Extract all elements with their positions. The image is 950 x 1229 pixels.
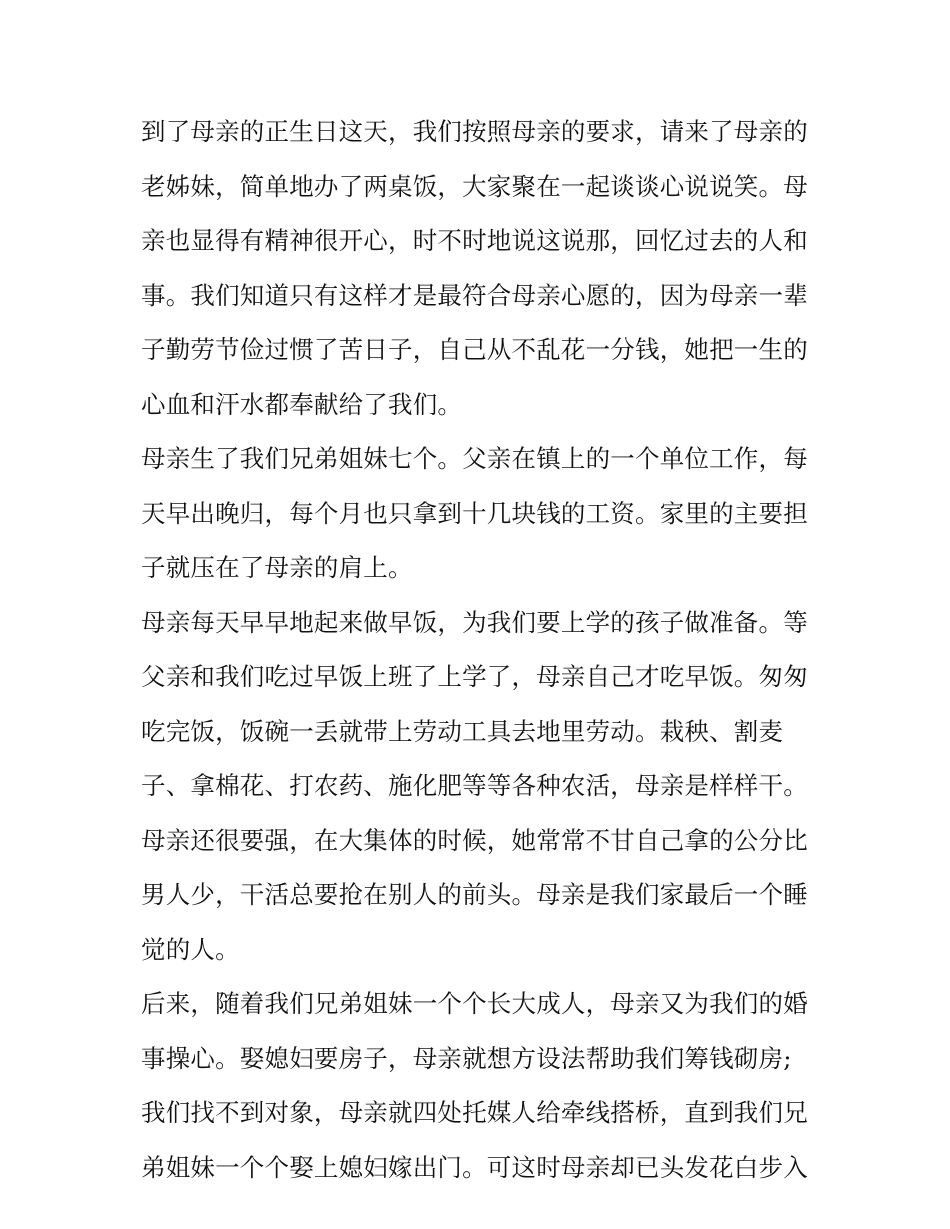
paragraph-2 xyxy=(141,432,809,596)
text-line: 我们找不到对象，母亲就四处托媒人给牵线搭桥，直到我们兄 xyxy=(141,1098,808,1127)
text-line: 子、拿棉花、打农药、施化肥等等各种农活，母亲是样样干。 xyxy=(141,771,808,800)
text-line: 母亲每天早早地起来做早饭，为我们要上学的孩子做准备。等 xyxy=(141,607,808,637)
text-line: 后来，随着我们兄弟姐妹一个个长大成人，母亲又为我们的婚 xyxy=(141,989,808,1018)
text-line: 事操心。娶媳妇要房子，母亲就想方设法帮助我们筹钱砌房; xyxy=(141,1043,792,1073)
text-line: 父亲和我们吃过早饭上班了上学了，母亲自己才吃早饭。匆匆 xyxy=(141,662,808,691)
text-line: 子就压在了母亲的肩上。 xyxy=(141,553,413,582)
text-line: 觉的人。 xyxy=(141,934,240,964)
text-line: 心血和汗水都奉献给了我们。 xyxy=(141,389,463,419)
text-line: 老姊妹，简单地办了两桌饭，大家聚在一起谈谈心说说笑。母 xyxy=(141,171,808,201)
text-line: 天早出晚归，每个月也只拿到十几块钱的工资。家里的主要担 xyxy=(141,498,808,528)
paragraph-4 xyxy=(141,977,809,1195)
text-line: 子勤劳节俭过惯了苦日子，自己从不乱花一分钱，她把一生的 xyxy=(141,335,808,364)
text-line: 亲也显得有精神很开心，时不时地说这说那，回忆过去的人和 xyxy=(141,226,808,255)
paragraph-3 xyxy=(141,596,809,978)
paragraph-1 xyxy=(141,105,809,432)
text-line: 吃完饭，饭碗一丢就带上劳动工具去地里劳动。栽秧、割麦 xyxy=(141,716,784,746)
text-line: 弟姐妹一个个娶上媳妇嫁出门。可这时母亲却已头发花白步入 xyxy=(141,1152,808,1182)
text-line: 事。我们知道只有这样才是最符合母亲心愿的，因为母亲一辈 xyxy=(141,280,808,310)
text-line: 到了母亲的正生日这天，我们按照母亲的要求，请来了母亲的 xyxy=(141,117,808,146)
text-line: 男人少，干活总要抢在别人的前头。母亲是我们家最后一个睡 xyxy=(141,880,808,909)
document-body xyxy=(141,105,809,1195)
text-line: 母亲还很要强，在大集体的时候，她常常不甘自己拿的公分比 xyxy=(141,825,808,855)
text-line: 母亲生了我们兄弟姐妹七个。父亲在镇上的一个单位工作，每 xyxy=(141,444,808,473)
